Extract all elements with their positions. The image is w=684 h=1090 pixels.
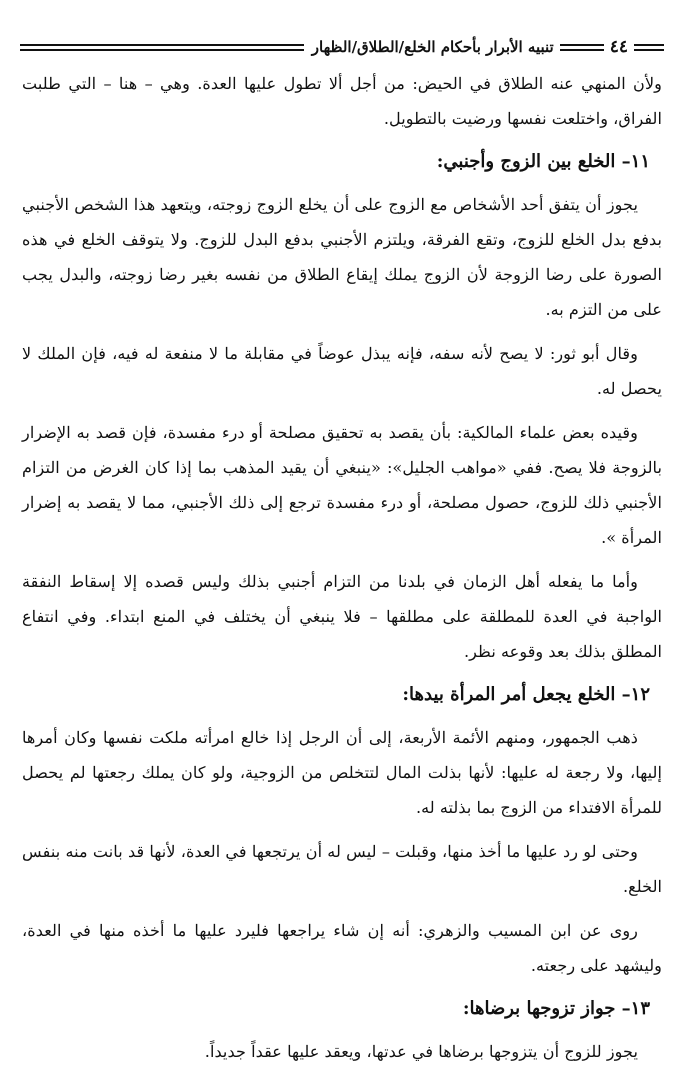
paragraph-9: يجوز للزوج أن يتزوجها برضاها في عدتها، ويعقد عليها عقداً جديداً.: [204, 1042, 638, 1061]
heading-11: ١١– الخلع بين الزوج وأجنبي:: [436, 151, 650, 172]
page-header: [20, 32, 664, 62]
header-rule-right: [634, 44, 664, 51]
paragraph-8: روى عن ابن المسيب والزهري: أنه إن شاء يراجعها فليرد عليها ما أخذه منها في العدة، وليشهد على رجعته.: [22, 921, 662, 975]
heading-13: ١٣– جواز تزوجها برضاها:: [462, 998, 650, 1019]
paragraph-5: وأما ما يفعله أهل الزمان في بلدنا من التزام أجنبي بذلك وليس قصده إلا إسقاط النفقة الواجبة في العدة للمطلقة على مطلقها – فلا ينبغي أن يختلف في المنع ابتداء. وفي انتفاع المطلق بذلك بعد وقوعه نظر.: [22, 572, 662, 661]
header-rule-left: [20, 44, 304, 51]
header-rule-middle: [560, 44, 604, 51]
paragraph-7: وحتى لو رد عليها ما أخذ منها، وقبلت – ليس له أن يرتجعها في العدة، لأنها قد بانت منه بنفس الخلع.: [22, 842, 662, 896]
paragraph-2: يجوز أن يتفق أحد الأشخاص مع الزوج على أن يخلع الزوج زوجته، ويتعهد هذا الشخص الأجنبي بدفع بدل الخلع للزوج، وتقع الفرقة، ويلتزم الأجنبي بدفع البدل للزوج. ولا يتوقف الخلع في هذه الصورة على رضا الزوجة لأن الزوج يملك إيقاع الطلاق من نفسه بغير رضا زوجته، والبدل يجب على من التزم به.: [22, 195, 662, 319]
paragraph-6: ذهب الجمهور، ومنهم الأئمة الأربعة، إلى أن الرجل إذا خالع امرأته ملكت نفسها وكان أمرها إليها، ولا رجعة له عليها: لأنها بذلت المال لتتخلص من الزوجية، ولو كان يملك رجعتها لم يحصل للمرأة الافتداء من الزوج بما بذلته له.: [22, 728, 662, 817]
paragraph-1: ولأن المنهي عنه الطلاق في الحيض: من أجل ألا تطول عليها العدة. وهي – هنا – التي طلبت الفراق، واختلعت نفسها ورضيت بالتطويل.: [22, 74, 662, 128]
heading-12: ١٢– الخلع يجعل أمر المرأة بيدها:: [402, 684, 650, 705]
paragraph-4: وقيده بعض علماء المالكية: بأن يقصد به تحقيق مصلحة أو درء مفسدة، فإن قصد به الإضرار بالزوجة فلا يصح. ففي «مواهب الجليل»: «ينبغي أن يقيد المذهب بما إذا كان الغرض من التزام الأجنبي ذلك للزوج، حصول مصلحة، أو درء مفسدة ترجع إلى ذلك الأجنبي، مما لا يقصد به إضرار المرأة ».: [22, 423, 662, 547]
paragraph-3: وقال أبو ثور: لا يصح لأنه سفه، فإنه يبذل عوضاً في مقابلة ما لا منفعة له فيه، فإن الملك لا يحصل له.: [22, 344, 662, 398]
page-body: [22, 66, 662, 1078]
running-title: تنبيه الأبرار بأحكام الخلع/الطلاق/الظهار: [311, 38, 554, 56]
page-number: ٤٤: [609, 37, 628, 57]
